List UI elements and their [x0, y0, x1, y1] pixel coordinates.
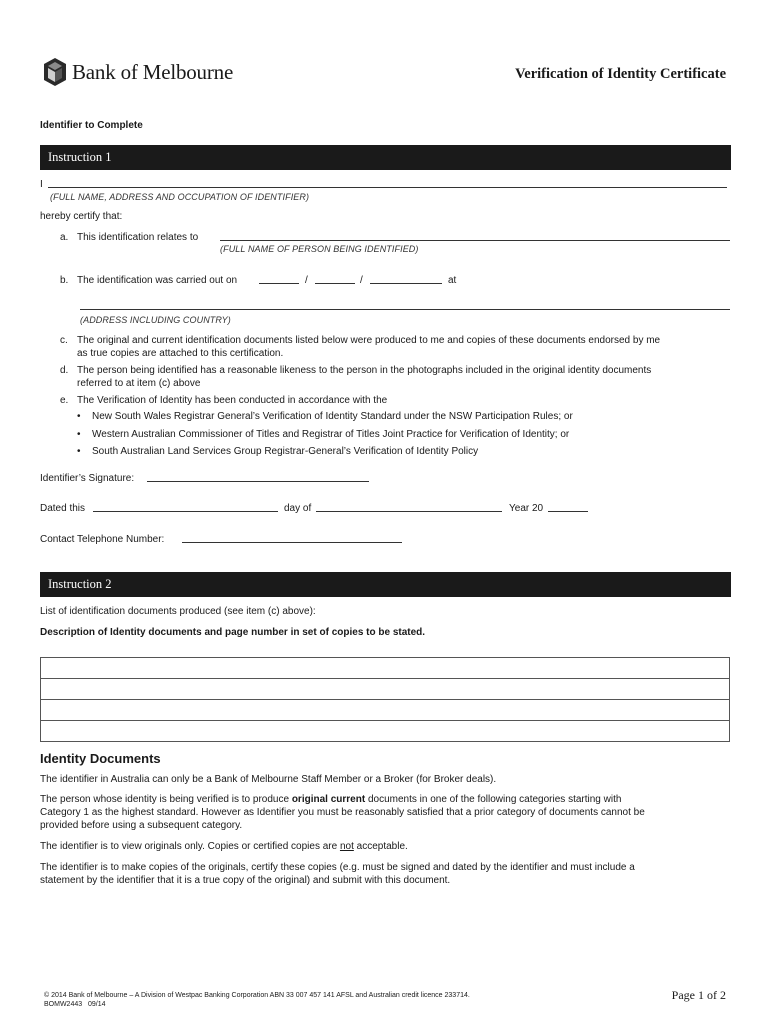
item-e-letter: e. [60, 395, 69, 406]
identifier-heading: Identifier to Complete [40, 120, 143, 131]
date-slash-1: / [305, 275, 308, 286]
identity-docs-p2 [40, 793, 730, 807]
item-a-letter: a. [60, 232, 69, 243]
item-c-letter: c. [60, 335, 68, 346]
description-label: Description of Identity documents and page number in set of copies to be stated. [40, 627, 426, 638]
bank-logo-text: Bank of Melbourne [72, 59, 234, 84]
identity-docs-p3-a: The identifier is to view originals only. Copies or certified copies are [40, 841, 340, 852]
bullet-sa: South Australian Land Services Group Registrar-General’s Verification of Identity Policy [92, 446, 479, 457]
table-row[interactable] [41, 700, 729, 721]
documents-table [40, 657, 730, 742]
identity-docs-p3-not: not [339, 841, 354, 852]
year-label: Year 20 [509, 503, 544, 514]
bullet-icon: • [77, 446, 81, 457]
i-label: I [40, 179, 43, 190]
phone-field[interactable] [182, 542, 402, 543]
bullet-icon: • [77, 411, 81, 422]
date-slash-2: / [360, 275, 363, 286]
document-title: Verification of Identity Certificate [515, 66, 726, 82]
item-a-text: This identification relates to [77, 232, 199, 243]
bullet-icon: • [77, 429, 81, 440]
identity-docs-heading: Identity Documents [40, 751, 161, 766]
identity-docs-p2-bold: original current [291, 794, 366, 805]
identifier-name-field[interactable] [48, 187, 727, 188]
dated-month-field[interactable] [316, 511, 502, 512]
item-c-line2: as true copies are attached to this certification. [77, 348, 284, 359]
bank-logo-icon [44, 58, 66, 86]
identity-docs-p4-line1: The identifier is to make copies of the originals, certify these copies (e.g. must be signed and dated by the identifier and must include a [40, 862, 635, 873]
bank-logo [44, 58, 233, 86]
footer-copyright: © 2014 Bank of Melbourne – A Division of Westpac Banking Corporation ABN 33 007 457 141 AFSL and Australian credit licence 233714. [44, 992, 470, 999]
item-c-line1: The original and current identification documents listed below were produced to me and copies of these documents endorsed by me [77, 335, 661, 346]
footer-code: BOMW2443 09/14 [44, 1001, 106, 1008]
item-b-letter: b. [60, 275, 69, 286]
day-of-label: day of [284, 503, 312, 514]
identifier-name-caption: (FULL NAME, ADDRESS AND OCCUPATION OF IDENTIFIER) [50, 192, 310, 202]
at-label: at [448, 275, 457, 286]
table-row[interactable] [41, 658, 729, 679]
phone-label: Contact Telephone Number: [40, 534, 165, 545]
item-d-line1: The person being identified has a reasonable likeness to the person in the photographs included in the original identity documents [77, 365, 652, 376]
person-name-caption: (FULL NAME OF PERSON BEING IDENTIFIED) [220, 244, 419, 254]
bullet-wa: Western Australian Commissioner of Titles and Registrar of Titles Joint Practice for Verification of Identity; or [92, 429, 570, 440]
identity-docs-p3 [40, 840, 408, 854]
item-e-text: The Verification of Identity has been conducted in accordance with the [77, 395, 388, 406]
table-row[interactable] [41, 679, 729, 700]
dated-day-field[interactable] [93, 511, 278, 512]
identity-docs-p1: The identifier in Australia can only be a Bank of Melbourne Staff Member or a Broker (for Broker deals). [40, 774, 497, 785]
identity-docs-p3-b: acceptable. [353, 841, 408, 852]
person-name-field[interactable] [220, 240, 730, 241]
bullet-nsw: New South Wales Registrar General’s Verification of Identity Standard under the NSW Participation Rules; or [92, 411, 573, 422]
identity-docs-p4-line2: statement by the identifier that it is a true copy of the original) and submit with this document. [40, 875, 451, 886]
date-year-field[interactable] [370, 283, 442, 284]
identity-docs-p2-b: documents in one of the following categories starting with [365, 794, 622, 805]
list-label: List of identification documents produced (see item (c) above): [40, 606, 316, 617]
signature-field[interactable] [147, 481, 369, 482]
identity-docs-p2-line2: Category 1 as the highest standard. However as Identifier you must be reasonably satisfied that a prior category of documents cannot be [40, 807, 645, 818]
address-field[interactable] [80, 309, 730, 310]
date-month-field[interactable] [315, 283, 355, 284]
identity-docs-p2-a: The person whose identity is being verified is to produce [40, 794, 292, 805]
item-b-text: The identification was carried out on [77, 275, 238, 286]
page-number: Page 1 of 2 [671, 988, 726, 1002]
certify-text: hereby certify that: [40, 211, 123, 222]
dated-year-field[interactable] [548, 511, 588, 512]
item-d-line2: referred to at item (c) above [77, 378, 201, 389]
identity-docs-p2-line3: provided before using a subsequent category. [40, 820, 243, 831]
dated-label: Dated this [40, 503, 86, 514]
table-row[interactable] [41, 721, 729, 741]
date-day-field[interactable] [259, 283, 299, 284]
signature-label: Identifier’s Signature: [40, 473, 135, 484]
instruction-1-bar: Instruction 1 [40, 145, 731, 170]
address-caption: (ADDRESS INCLUDING COUNTRY) [80, 315, 231, 325]
item-d-letter: d. [60, 365, 69, 376]
instruction-2-bar: Instruction 2 [40, 572, 731, 597]
